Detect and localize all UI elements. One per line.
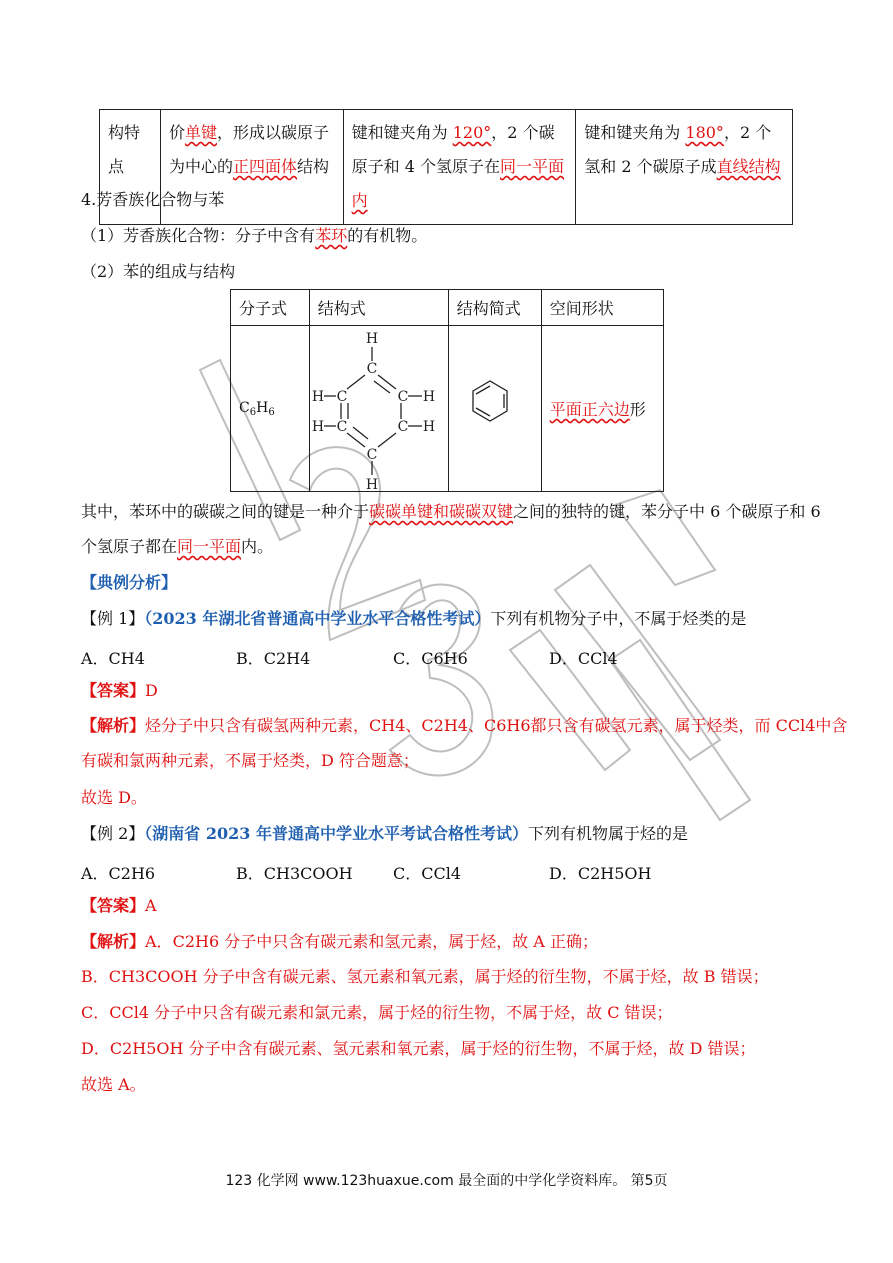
ex2-analysis: 【解析】A．C2H6 分子中只含有碳元素和氢元素，属于烃，故 A 正确； xyxy=(81,932,598,951)
structural-formula xyxy=(309,326,448,492)
molecular-formula: $C_6H_6$ xyxy=(231,326,310,492)
ex2-option-b: B．CH3COOH xyxy=(236,864,353,883)
atom-c-lower-left: C xyxy=(336,418,348,435)
ex2-analysis-b: B．CH3COOH 分子中含有碳元素、氢元素和氧元素，属于烃的衍生物，不属于烃，故 B 错误； xyxy=(81,967,769,986)
atom-h-top: H xyxy=(365,330,378,347)
atom-h-lower-left: H xyxy=(311,418,324,435)
ex1-option-b: B．C2H4 xyxy=(236,649,311,668)
ex1-conclusion: 故选 D。 xyxy=(81,788,147,807)
atom-c-upper-left: C xyxy=(336,388,348,405)
ex2-option-d: D．C2H5OH xyxy=(549,864,652,883)
header-simplified: 结构简式 xyxy=(448,290,541,326)
ex1-answer: 【答案】D xyxy=(81,681,158,700)
header-shape: 空间形状 xyxy=(541,290,663,326)
header-structural: 结构式 xyxy=(309,290,448,326)
benzene-ring-icon xyxy=(449,369,541,449)
section-heading: 4.芳香族化合物与苯 xyxy=(81,190,225,209)
example-1-question: 【例 1】（2023 年湖北省普通高中学业水平合格性考试）下列有机物分子中，不属于烃类的是 xyxy=(81,609,747,628)
atom-h-lower-right: H xyxy=(422,418,435,435)
ex2-option-c: C．CCl4 xyxy=(393,864,462,883)
atom-h-upper-right: H xyxy=(422,388,435,405)
benzene-table xyxy=(230,289,664,492)
benzene-bond-description: 其中，苯环中的碳碳之间的键是一种介于碳碳单键和碳碳双键之间的独特的键，苯分子中 6 个碳原子和 6 xyxy=(81,502,821,521)
page-footer: 123 化学网 www.123huaxue.com 最全面的中学化学资料库。 第5页 xyxy=(225,1173,668,1189)
ex2-answer: 【答案】A xyxy=(81,896,157,915)
ex1-option-a: A．CH4 xyxy=(81,649,145,668)
ex1-analysis-cont: 有碳和氯两种元素，不属于烃类，D 符合题意； xyxy=(81,751,419,770)
aromatic-definition: （1）芳香族化合物：分子中含有苯环的有机物。 xyxy=(81,226,428,245)
example-2-question: 【例 2】（湖南省 2023 年普通高中学业水平考试合格性考试）下列有机物属于烃的是 xyxy=(81,824,688,843)
atom-h-upper-left: H xyxy=(311,388,324,405)
methane-cell: 价单键，形成以碳原子为中心的正四面体结构 xyxy=(160,110,343,225)
ethylene-cell: 键和键夹角为 120°，2 个碳原子和 4 个氢原子在同一平面内 xyxy=(343,110,576,225)
atom-c-upper-right: C xyxy=(397,388,409,405)
ex2-option-a: A．C2H6 xyxy=(81,864,156,883)
atom-c-lower-right: C xyxy=(397,418,409,435)
atom-c-top: C xyxy=(366,360,378,377)
acetylene-cell: 键和键夹角为 180°，2 个氢和 2 个碳原子成直线结构 xyxy=(576,110,793,225)
ex2-analysis-c: C．CCl4 分子中只含有碳元素和氯元素，属于烃的衍生物，不属于烃，故 C 错误； xyxy=(81,1003,673,1022)
ex1-analysis: 【解析】烃分子中只含有碳氢两种元素，CH4、C2H4、C6H6都只含有碳氢元素，属于烃类，而 CCl4中含 xyxy=(81,716,848,735)
atom-c-bottom: C xyxy=(366,446,378,463)
benzene-structural-drawing xyxy=(310,327,448,491)
ex2-analysis-d: D．C2H5OH 分子中含有碳元素、氢元素和氧元素，属于烃的衍生物，不属于烃，故 D 错误； xyxy=(81,1039,756,1058)
benzene-bond-description-cont: 个氢原子都在同一平面内。 xyxy=(81,537,274,556)
atom-h-bottom: H xyxy=(365,476,378,491)
simplified-structure xyxy=(448,326,541,492)
ex1-option-c: C．C6H6 xyxy=(393,649,468,668)
ex1-option-d: D．CCl4 xyxy=(549,649,618,668)
row-header: 构特点 xyxy=(100,110,161,225)
header-formula: 分子式 xyxy=(231,290,310,326)
spatial-shape: 平面正六边形 xyxy=(541,326,663,492)
typical-analysis-heading: 【典例分析】 xyxy=(81,573,178,592)
ex2-conclusion: 故选 A。 xyxy=(81,1075,146,1094)
benzene-subheading: （2）苯的组成与结构 xyxy=(81,262,236,281)
